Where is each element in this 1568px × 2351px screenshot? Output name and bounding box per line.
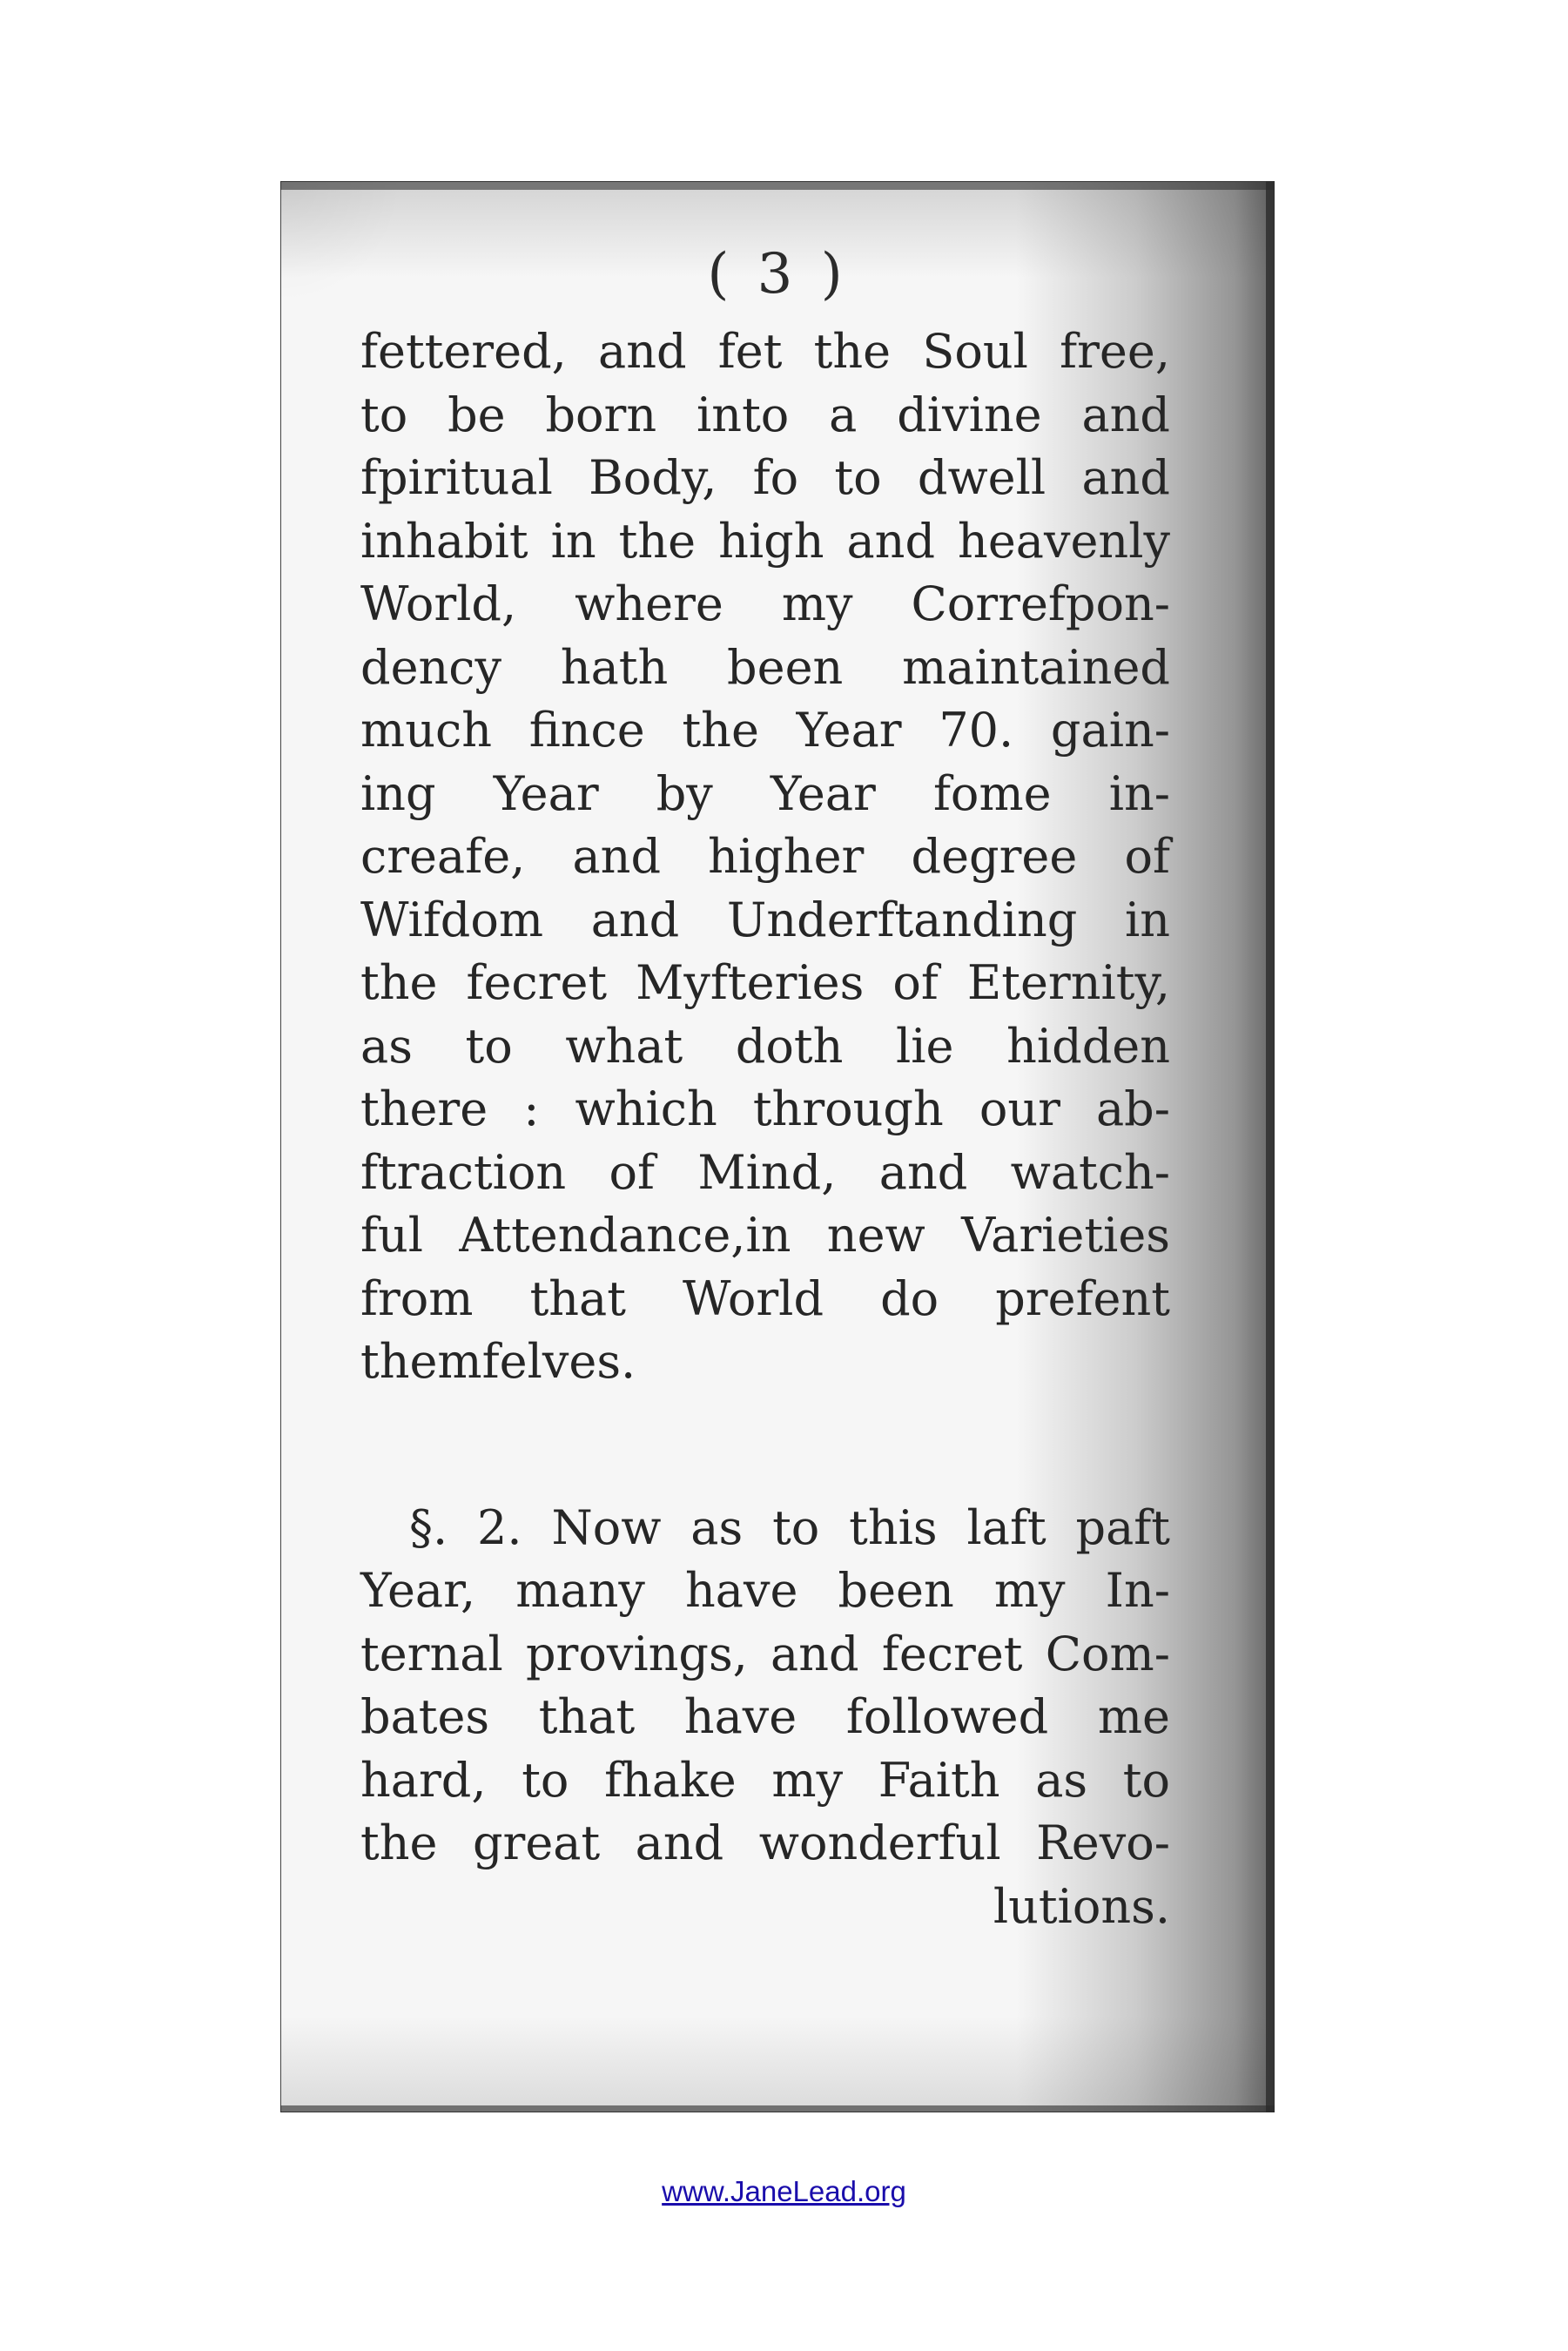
text-line: §. 2. Now as to this laft paft xyxy=(409,1499,1170,1555)
paragraph-gap xyxy=(360,1394,1170,1497)
text-line: Year, many have been my In- xyxy=(360,1563,1170,1618)
text-line: themfelves. xyxy=(360,1334,636,1389)
text-line: as to what doth lie hidden xyxy=(360,1018,1170,1074)
catchword: lutions. xyxy=(993,1878,1170,1934)
text-line: ftraction of Mind, and watch- xyxy=(360,1144,1170,1200)
page-number: ( 3 ) xyxy=(707,242,848,307)
text-line: inhabit in the high and heavenly xyxy=(360,513,1170,569)
text-line: World, where my Correfpon- xyxy=(360,576,1170,631)
text-line: fpiritual Body, fo to dwell and xyxy=(360,450,1170,505)
text-line: ful Attendance,in new Varieties xyxy=(360,1208,1170,1263)
scan-edge-bottom xyxy=(280,2105,1275,2112)
text-line: from that World do prefent xyxy=(360,1270,1170,1326)
text-line: bates that have followed me xyxy=(360,1689,1170,1744)
text-line: Wifdom and Underftanding in xyxy=(360,892,1170,947)
text-line: ing Year by Year fome in- xyxy=(360,765,1170,821)
text-line: much fince the Year 70. gain- xyxy=(360,703,1170,758)
website-link[interactable]: www.JaneLead.org xyxy=(662,2175,906,2207)
text-line: fettered, and fet the Soul free, xyxy=(360,324,1170,379)
text-line: hard, to fhake my Faith as to xyxy=(360,1752,1170,1808)
text-line: the fecret Myfteries of Eternity, xyxy=(360,955,1170,1010)
scanned-page xyxy=(280,181,1275,2112)
body-text xyxy=(360,320,1170,1938)
text-line: creafe, and higher degree of xyxy=(360,829,1170,884)
scan-edge-right xyxy=(1266,181,1275,2112)
scan-edge-top xyxy=(280,181,1275,190)
text-line: dency hath been maintained xyxy=(360,639,1170,695)
text-line: to be born into a divine and xyxy=(360,387,1170,442)
text-line: there : which through our ab- xyxy=(360,1081,1170,1136)
text-line: the great and wonderful Revo- xyxy=(360,1815,1170,1870)
text-line: ternal provings, and fecret Com- xyxy=(360,1626,1170,1681)
